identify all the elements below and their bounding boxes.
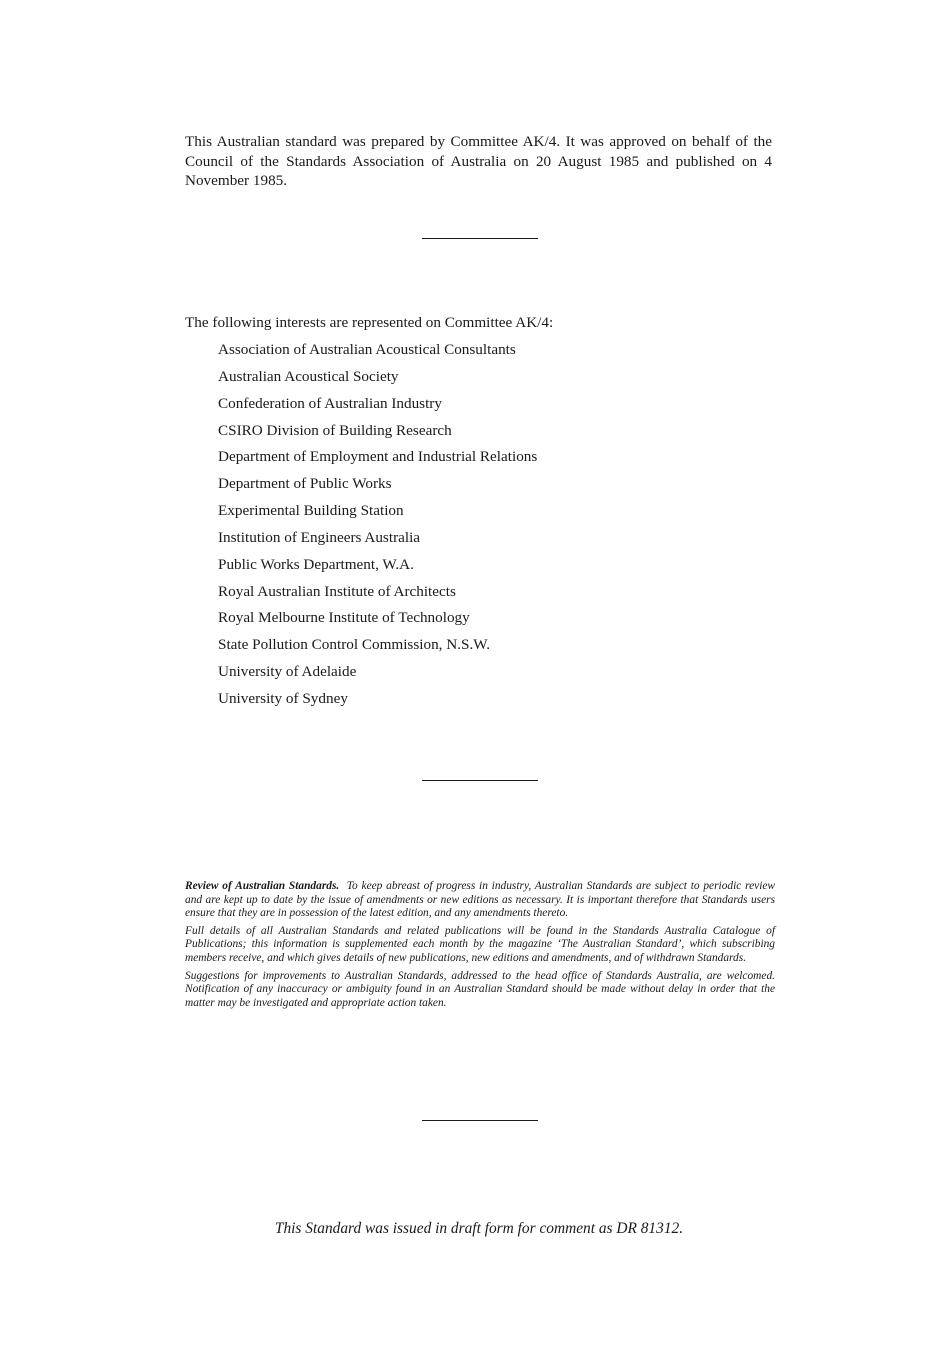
review-paragraph-3: Suggestions for improvements to Australian Standards, addressed to the head office of Standards Australia, are welcomed. Notification of any inaccuracy or ambiguity found in an Australian Standard should be made without delay in order that the matter may be investigated and appropriate action taken.	[185, 969, 775, 1009]
list-item: University of Adelaide	[218, 663, 357, 681]
list-item: Confederation of Australian Industry	[218, 394, 442, 412]
list-item: State Pollution Control Commission, N.S.W.	[218, 636, 491, 654]
review-text-1: To keep abreast of progress in industry, Australian Standards are subject to periodic review and are kept up to date by the issue of amendments or new editions as necessary. It is important therefore that Standards users ensure that they are in possession of the latest edition, and any amendments thereto.	[185, 880, 776, 920]
section-divider-1	[422, 238, 538, 239]
list-item: Department of Employment and Industrial Relations	[218, 448, 538, 466]
section-divider-2	[422, 780, 538, 781]
list-item: Australian Acoustical Society	[218, 367, 399, 385]
list-item: Experimental Building Station	[218, 502, 404, 520]
list-item: University of Sydney	[218, 689, 348, 707]
review-paragraph-2: Full details of all Australian Standards and related publications will be found in the Standards Australia Catalogue of Publications; this information is supplemented each month by the magazine ‘The Australian Standard’, which subscribing members receive, and which gives details of new publications, new editions and amendments, and of withdrawn Standards.	[185, 924, 775, 964]
list-item: Institution of Engineers Australia	[218, 528, 421, 546]
list-item: Royal Melbourne Institute of Technology	[218, 609, 470, 627]
list-item: Department of Public Works	[218, 475, 392, 493]
draft-note: This Standard was issued in draft form for comment as DR 81312.	[274, 1220, 684, 1237]
section-divider-3	[422, 1120, 538, 1121]
list-item: Royal Australian Institute of Architects	[218, 582, 456, 600]
approval-statement: This Australian standard was prepared by Committee AK/4. It was approved on behalf of the Council of the Standards Association of Australia on 20 August 1985 and published on 4 November 1985.	[185, 133, 772, 189]
review-heading: Review of Australian Standards.	[185, 880, 340, 892]
list-item: Association of Australian Acoustical Consultants	[218, 341, 516, 358]
committee-interests	[185, 313, 785, 716]
review-notice	[185, 880, 775, 1014]
review-paragraph-1	[185, 880, 775, 921]
list-item: CSIRO Division of Building Research	[218, 421, 452, 439]
list-item: Public Works Department, W.A.	[218, 555, 414, 573]
interests-intro: The following interests are represented on Committee AK/4:	[185, 314, 554, 331]
interests-list	[185, 340, 785, 716]
